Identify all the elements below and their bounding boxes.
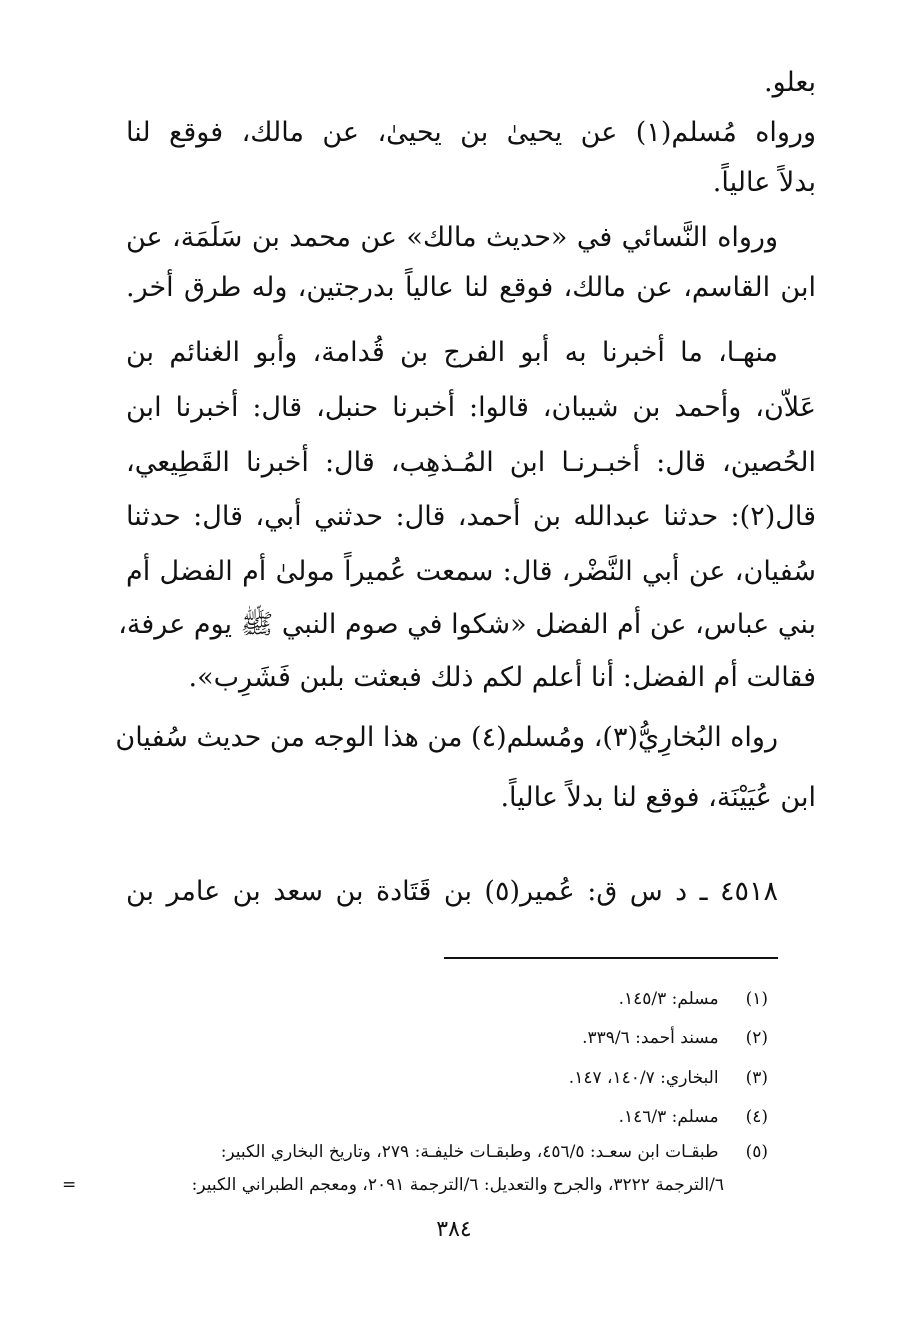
body-line: بعلو.: [763, 67, 816, 98]
body-line: سُفيان، عن أبي النَّضْر، قال: سمعت عُميراً مولىٰ أم الفضل أم: [126, 556, 816, 587]
footnote: [582, 1026, 768, 1050]
footnote: [569, 1066, 768, 1090]
body-line: ورواه النَّسائي في «حديث مالك» عن محمد بن سَلَمَة، عن: [126, 222, 778, 253]
footnote: [619, 1105, 768, 1129]
footnote-text: طبقـات ابن سعـد: ٤٥٦/٥، وطبقـات خليفـة: ٢٧٩، وتاريخ البخاري الكبير:: [220, 1142, 719, 1162]
footnote: [619, 987, 768, 1011]
body-line: بدلاً عالياً.: [712, 167, 816, 198]
footnote-number: (٤): [745, 1107, 768, 1127]
body-line: ابن القاسم، عن مالك، فوقع لنا عالياً بدرجتين، وله طرق أخر.: [126, 272, 816, 303]
footnote-text: مسند أحمد: ٣٣٩/٦.: [582, 1028, 719, 1048]
footnote-text: ٦/الترجمة ٣٢٢٢، والجرح والتعديل: ٦/الترجمة ٢٠٩١، ومعجم الطبراني الكبير:: [191, 1175, 724, 1195]
body-line: ابن عُيَيْنَة، فوقع لنا بدلاً عالياً.: [500, 782, 816, 813]
footnote-text: مسلم: ١٤٥/٣.: [618, 989, 719, 1009]
footnote-text: البخاري: ١٤٠/٧، ١٤٧.: [568, 1068, 719, 1088]
body-line: منهـا، ما أخبرنا به أبو الفرج بن قُدامة، وأبو الغنائم بن: [126, 337, 778, 368]
body-line: قال(٢): حدثنا عبدالله بن أحمد، قال: حدثني أبي، قال: حدثنا: [126, 501, 816, 532]
entry-heading: ٤٥١٨ ـ د س ق: عُمير(٥) بن قَتَادة بن سعد بن عامر بن: [126, 876, 778, 907]
page-number: ٣٨٤: [436, 1217, 472, 1242]
continuation-mark: =: [62, 1175, 77, 1195]
body-line: ورواه مُسلم(١) عن يحيىٰ بن يحيىٰ، عن مالك، فوقع لنا: [126, 117, 816, 148]
body-line: عَلاّن، وأحمد بن شيبان، قالوا: أخبرنا حنبل، قال: أخبرنا ابن: [126, 392, 816, 423]
footnote-text: مسلم: ١٤٦/٣.: [618, 1107, 719, 1127]
body-line: الحُصين، قال: أخبـرنـا ابن المُـذهِب، قال: أخبرنا القَطِيعي،: [126, 447, 816, 478]
footnote-separator: [444, 957, 778, 959]
footnote-continuation: [192, 1173, 724, 1197]
footnote: [221, 1140, 768, 1164]
footnote-number: (١): [745, 989, 768, 1009]
body-line: رواه البُخارِيُّ(٣)، ومُسلم(٤) من هذا الوجه من حديث سُفيان: [115, 722, 778, 753]
footnote-number: (٢): [745, 1028, 768, 1048]
body-line: فقالت أم الفضل: أنا أعلم لكم ذلك فبعثت بلبن فَشَرِب».: [188, 662, 816, 693]
footnote-number: (٥): [745, 1142, 768, 1162]
body-line: بني عباس، عن أم الفضل «شكوا في صوم النبي ﷺ يوم عرفة،: [118, 609, 816, 640]
footnote-number: (٣): [745, 1068, 768, 1088]
